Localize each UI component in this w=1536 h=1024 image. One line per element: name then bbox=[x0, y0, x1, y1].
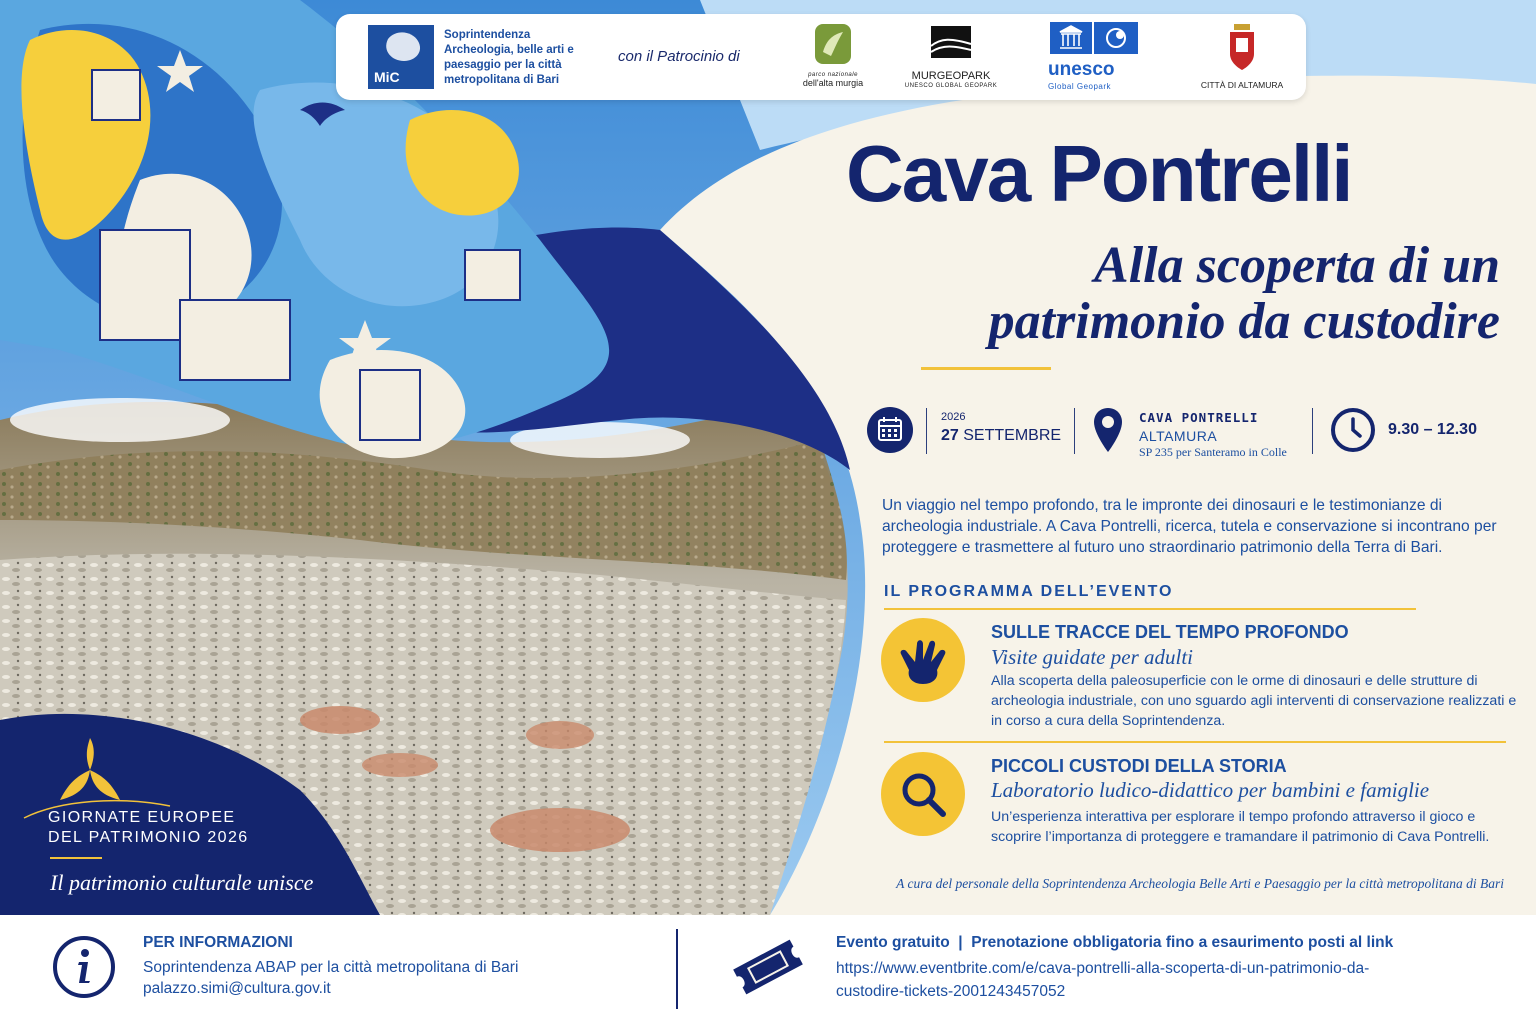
event-date bbox=[941, 427, 1061, 445]
soprintendenza-label: Soprintendenza Archeologia, belle arti e paesaggio per la città metropolitana di Bari bbox=[444, 29, 574, 86]
event-place-address: SP 235 per Santeramo in Colle bbox=[1139, 445, 1287, 459]
mic-logo-text: MiC bbox=[374, 69, 400, 85]
calendar-icon bbox=[867, 407, 913, 453]
subtitle-line-2: patrimonio da custodire bbox=[988, 293, 1500, 350]
activity-2-title: PICCOLI CUSTODI DELLA STORIA bbox=[991, 756, 1287, 776]
location-pin-icon bbox=[1092, 406, 1124, 454]
gep-badge-line-2: DEL PATRIMONIO 2026 bbox=[48, 829, 249, 846]
program-heading-rule bbox=[884, 608, 1416, 610]
booking-heading: Evento gratuito | Prenotazione obbligatoria fino a esaurimento posti al link bbox=[836, 934, 1394, 951]
murgeopark-emblem-icon bbox=[929, 22, 973, 62]
credit-line: A cura del personale della Soprintendenza Archeologia Belle Arti e Paesaggio per la città metropolitana di Bari bbox=[896, 876, 1504, 891]
page-subtitle bbox=[880, 238, 1500, 350]
dinosaur-footprint-icon bbox=[881, 618, 965, 702]
info-icon bbox=[52, 935, 116, 999]
parco-murgia-emblem-icon bbox=[813, 22, 853, 66]
mic-logo bbox=[368, 25, 434, 89]
event-month: SETTEMBRE bbox=[963, 427, 1062, 444]
activity-1-description: Alla scoperta della paleosuperficie con le orme di dinosauri e delle strutture di archeologia industriale, con uno sguardo agli interventi di conservazione realizzati e in corso a cura della Soprintendenza. bbox=[991, 673, 1517, 729]
event-year: 2026 bbox=[941, 411, 966, 423]
info-heading: PER INFORMAZIONI bbox=[143, 934, 293, 951]
patrocinio-label: con il Patrocinio di bbox=[618, 48, 740, 65]
activity-2-icon-badge bbox=[881, 752, 965, 836]
gep-badge-tagline: Il patrimonio culturale unisce bbox=[50, 870, 314, 895]
activity-1-subtitle: Visite guidate per adulti bbox=[991, 645, 1194, 669]
ticket-icon bbox=[728, 935, 808, 999]
unesco-temple-icon bbox=[1048, 22, 1140, 54]
gep-badge-line-1: GIORNATE EUROPEE bbox=[48, 809, 236, 826]
event-place-city: ALTAMURA bbox=[1139, 428, 1218, 444]
activity-2-subtitle: Laboratorio ludico-didattico per bambini e famiglie bbox=[991, 778, 1430, 802]
booking-link-line-1[interactable]: https://www.eventbrite.com/e/cava-pontrelli-alla-scoperta-di-un-patrimonio-da- bbox=[836, 960, 1370, 977]
activity-divider bbox=[884, 741, 1506, 743]
partner-logo-bar bbox=[336, 14, 1306, 100]
info-separator bbox=[1312, 408, 1313, 454]
intro-text: Un viaggio nel tempo profondo, tra le impronte dei dinosauri e le testimonianze di archeologia industriale. A Cava Pontrelli, ricerca, tutela e conservazione si incontrano per proteggere e trasmettere al futuro uno straordinario patrimonio della Terra di Bari. bbox=[882, 497, 1497, 556]
murgeopark-logo: MURGEOPARK UNESCO GLOBAL GEOPARK bbox=[896, 22, 1006, 89]
event-day: 27 bbox=[941, 427, 959, 444]
altamura-crest-icon bbox=[1224, 22, 1260, 72]
event-place-name: CAVA PONTRELLI bbox=[1139, 410, 1259, 425]
unesco-logo: unesco Global Geopark bbox=[1048, 22, 1148, 91]
footer-separator bbox=[676, 929, 678, 1009]
page-title: Cava Pontrelli bbox=[846, 129, 1352, 218]
mic-emblem-icon bbox=[368, 25, 434, 69]
subtitle-line-1: Alla scoperta di un bbox=[1094, 237, 1500, 294]
info-email-link[interactable]: palazzo.simi@cultura.gov.it bbox=[143, 980, 331, 997]
activity-1-title: SULLE TRACCE DEL TEMPO PROFONDO bbox=[991, 622, 1349, 642]
program-heading: IL PROGRAMMA DELL’EVENTO bbox=[884, 583, 1174, 600]
activity-2-description: Un’esperienza interattiva per esplorare il tempo profondo attraverso il gioco e scoprire l’importanza di proteggere e tramandare il patrimonio di Cava Pontrelli. bbox=[991, 809, 1490, 845]
info-line-1: Soprintendenza ABAP per la città metropolitana di Bari bbox=[143, 959, 519, 976]
info-separator bbox=[926, 408, 927, 454]
footer bbox=[0, 915, 1536, 1024]
event-time: 9.30 – 12.30 bbox=[1388, 421, 1477, 438]
magnifier-icon bbox=[881, 752, 965, 836]
activity-1-icon-badge bbox=[881, 618, 965, 702]
citta-di-altamura-logo: CITTÀ DI ALTAMURA bbox=[1192, 22, 1292, 90]
clock-icon bbox=[1330, 407, 1376, 453]
booking-link-line-2[interactable]: custodire-tickets-2001243457052 bbox=[836, 983, 1066, 1000]
title-divider bbox=[921, 367, 1051, 370]
parco-alta-murgia-logo: parco nazionale dell'alta murgia bbox=[788, 22, 878, 88]
info-separator bbox=[1074, 408, 1075, 454]
